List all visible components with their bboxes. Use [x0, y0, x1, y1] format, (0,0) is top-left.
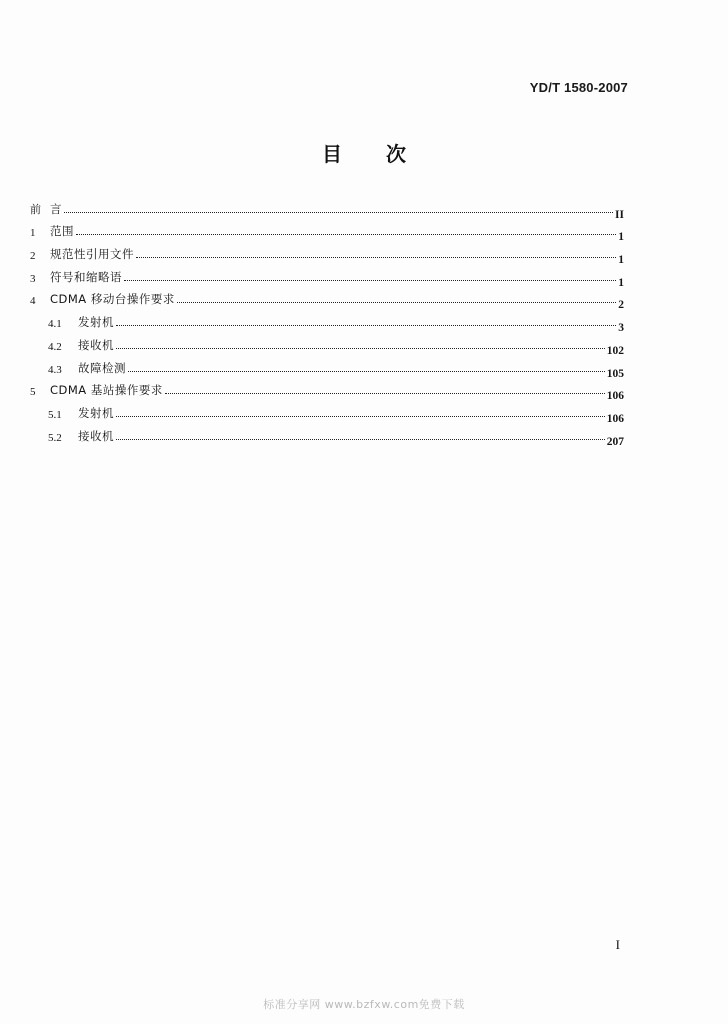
toc-title-char-2: 次 — [386, 142, 406, 166]
toc-dot-leader — [116, 324, 616, 326]
toc-entry-label: 发射机 — [78, 315, 114, 330]
toc-title — [0, 138, 728, 167]
toc-dot-leader — [116, 415, 605, 417]
toc-entry-number: 4.2 — [48, 340, 62, 353]
toc-entry-number: 5.1 — [48, 408, 62, 421]
toc-entry-page: 1 — [618, 276, 624, 289]
toc-entry-number: 5 — [30, 386, 36, 399]
standard-number: YD/T 1580-2007 — [529, 80, 628, 95]
toc-entry-number: 4.3 — [48, 363, 62, 376]
toc-entry-number: 4 — [30, 295, 36, 308]
toc-entry[interactable] — [30, 330, 624, 357]
toc-dot-leader — [116, 438, 605, 440]
page-folio: I — [615, 937, 620, 952]
table-of-contents — [30, 194, 624, 448]
toc-entry[interactable] — [30, 285, 624, 312]
toc-dot-leader — [116, 347, 605, 349]
toc-entry[interactable] — [30, 398, 624, 425]
toc-dot-leader — [136, 256, 616, 258]
toc-entry-page: 106 — [606, 390, 624, 403]
toc-entry-label: CDMA 移动台操作要求 — [50, 292, 175, 307]
toc-dot-leader — [76, 233, 616, 235]
toc-entry[interactable] — [30, 239, 624, 267]
toc-entry-number: 1 — [30, 227, 36, 240]
toc-entry-label: 言 — [50, 201, 62, 216]
toc-dot-leader — [124, 279, 616, 281]
toc-entry[interactable] — [30, 421, 624, 448]
toc-entry[interactable] — [30, 262, 624, 289]
toc-entry[interactable] — [30, 376, 624, 403]
toc-dot-leader — [165, 392, 605, 394]
toc-entry-page: 2 — [618, 299, 624, 312]
toc-dot-leader — [128, 370, 605, 372]
toc-entry-number: 2 — [30, 250, 36, 263]
watermark: 标准分享网 www.bzfxw.com免费下载 — [263, 998, 465, 1011]
toc-entry-page: 207 — [606, 435, 624, 448]
toc-entry[interactable] — [30, 217, 624, 244]
toc-entry-label: 发射机 — [78, 405, 114, 420]
toc-title-char-1: 目 — [322, 142, 342, 166]
toc-entry-page: 106 — [606, 412, 624, 425]
toc-entry-number: 3 — [30, 272, 36, 285]
toc-entry-label: 故障检测 — [78, 360, 126, 375]
toc-entry-page: 105 — [606, 367, 624, 380]
toc-dot-leader — [64, 211, 613, 213]
toc-entry-page: 102 — [606, 344, 624, 357]
toc-entry[interactable] — [30, 194, 624, 221]
toc-entry-number: 5.2 — [48, 431, 62, 444]
toc-entry-label: 范围 — [50, 224, 74, 239]
toc-entry-label: 规范性引用文件 — [50, 247, 134, 262]
toc-entry-label: CDMA 基站操作要求 — [50, 383, 163, 398]
toc-entry[interactable] — [30, 307, 624, 335]
toc-entry-page: 3 — [618, 322, 624, 335]
toc-entry-page: 1 — [618, 254, 624, 267]
toc-dot-leader — [177, 301, 616, 303]
toc-entry-number: 前 — [30, 203, 41, 216]
toc-entry-page: 1 — [618, 231, 624, 244]
toc-entry-number: 4.1 — [48, 318, 62, 331]
toc-entry-label: 接收机 — [78, 428, 114, 443]
toc-entry[interactable] — [30, 353, 624, 380]
toc-entry-page: II — [615, 208, 624, 221]
toc-entry-label: 符号和缩略语 — [50, 269, 122, 284]
toc-entry-label: 接收机 — [78, 337, 114, 352]
